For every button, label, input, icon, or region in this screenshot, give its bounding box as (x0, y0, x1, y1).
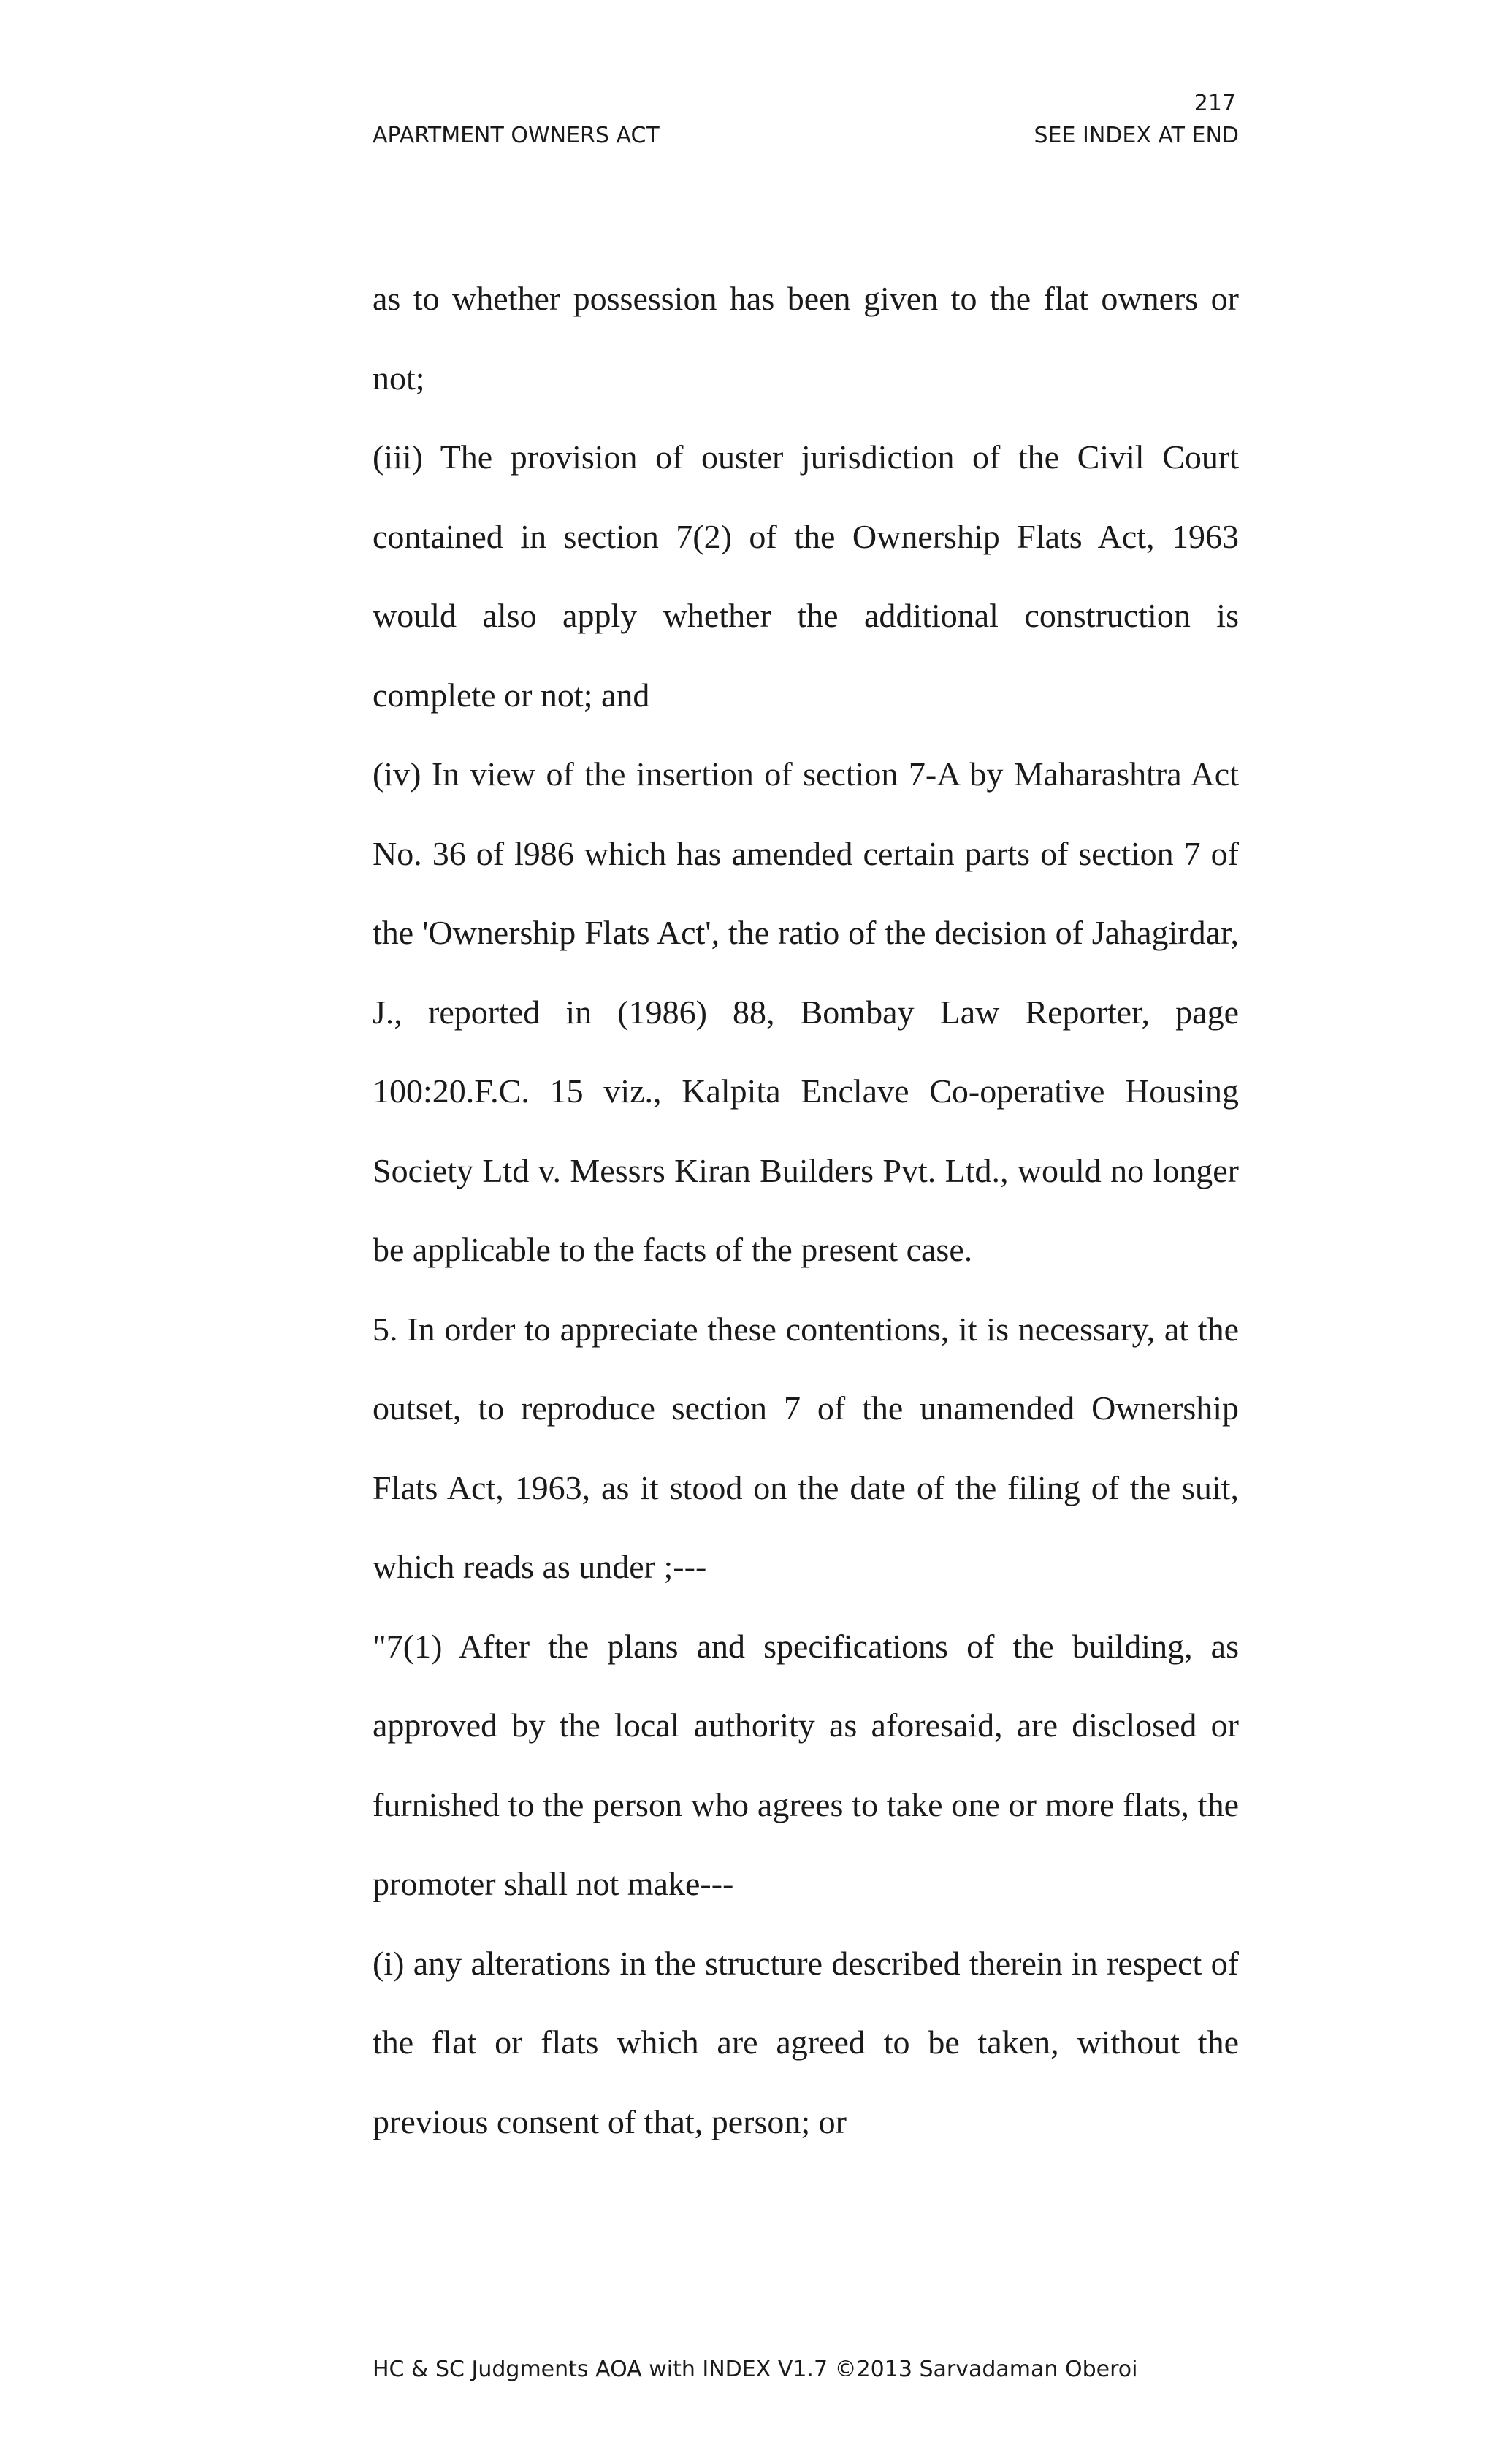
paragraph: "7(1) After the plans and specifications of the building, as approved by the local authority as aforesaid, are disclosed or furnished to the person who agrees to take one or more flats, the promoter shall not make--- (373, 1627, 1239, 1902)
paragraph: (i) any alterations in the structure described therein in respect of the flat or flats which are agreed to be taken, without the previous consent of that, person; or (373, 1944, 1239, 2140)
page-footer: HC & SC Judgments AOA with INDEX V1.7 ©2013 Sarvadaman Oberoi (373, 2357, 1138, 2382)
paragraph: (iii) The provision of ouster jurisdiction of the Civil Court contained in section 7(2) of the Ownership Flats Act, 1963 would also apply whether the additional construction is complete or not; and (373, 438, 1239, 714)
paragraph: 5. In order to appreciate these contentions, it is necessary, at the outset, to reproduce section 7 of the unamended Ownership Flats Act, 1963, as it stood on the date of the filing of the suit, which reads as under ;--- (373, 1310, 1239, 1585)
paragraph: as to whether possession has been given to the flat owners or not; (373, 280, 1239, 397)
paragraph: (iv) In view of the insertion of section 7-A by Maharashtra Act No. 36 of l986 which has amended certain parts of section 7 of the 'Ownership Flats Act', the ratio of the decision of Jahagirdar, J., reported in (1986) 88, Bombay Law Reporter, page 100:20.F.C. 15 viz., Kalpita Enclave Co-operative Housing Society Ltd v. Messrs Kiran Builders Pvt. Ltd., would no longer be applicable to the facts of the present case. (373, 755, 1239, 1268)
page-number: 217 (1194, 91, 1236, 116)
running-header-index-note: SEE INDEX AT END (1034, 123, 1239, 148)
running-header-title: APARTMENT OWNERS ACT (373, 123, 660, 148)
body-text (373, 259, 1239, 2162)
